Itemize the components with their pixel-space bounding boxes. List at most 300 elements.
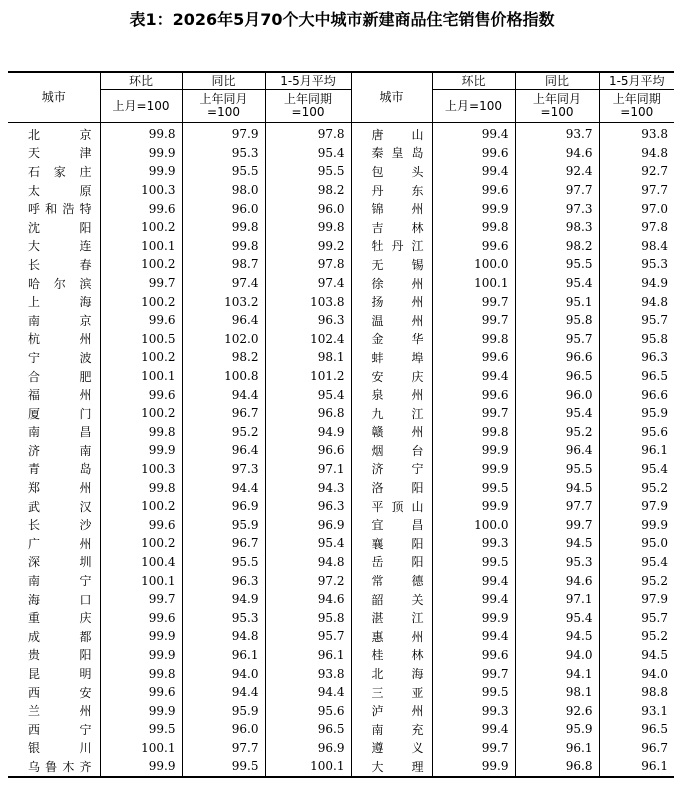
right-mom-cell: 99.7 bbox=[432, 311, 515, 330]
table-row bbox=[8, 367, 674, 386]
table-body bbox=[8, 123, 674, 777]
right-city-cell: 惠州 bbox=[351, 627, 432, 646]
right-city-cell: 扬州 bbox=[351, 292, 432, 311]
left-yoy-cell: 95.3 bbox=[182, 144, 265, 163]
left-avg-cell: 100.1 bbox=[265, 757, 351, 777]
right-avg-cell: 95.7 bbox=[641, 313, 668, 328]
right-yoy-cell: 96.8 bbox=[515, 757, 599, 777]
right-avg-cell: 93.8 bbox=[641, 127, 668, 142]
left-yoy-cell: 94.9 bbox=[182, 590, 265, 609]
right-mom-cell: 99.4 bbox=[432, 590, 515, 609]
left-avg-cell: 94.9 bbox=[265, 423, 351, 442]
left-yoy-cell: 96.7 bbox=[182, 534, 265, 553]
table-row bbox=[8, 757, 674, 777]
left-city-cell: 青岛 bbox=[8, 460, 100, 479]
right-avg-cell: 97.8 bbox=[641, 220, 668, 235]
table-row bbox=[8, 720, 674, 739]
left-city-cell: 深圳 bbox=[8, 553, 100, 572]
left-city-cell: 沈阳 bbox=[8, 218, 100, 237]
right-city-cell: 安庆 bbox=[351, 367, 432, 386]
left-yoy-cell: 95.9 bbox=[182, 515, 265, 534]
right-city-cell: 北海 bbox=[351, 664, 432, 683]
left-city-cell: 西安 bbox=[8, 683, 100, 702]
right-yoy-cell: 97.1 bbox=[515, 590, 599, 609]
left-city-cell: 厦门 bbox=[8, 404, 100, 423]
left-yoy-cell: 94.4 bbox=[182, 683, 265, 702]
right-yoy-cell: 98.3 bbox=[515, 218, 599, 237]
left-yoy-cell: 97.7 bbox=[182, 739, 265, 758]
mom-subheader-right: 上月=100 bbox=[432, 90, 515, 123]
yoy-subheader-left: 上年同月 =100 bbox=[182, 90, 265, 123]
right-mom-cell: 99.3 bbox=[432, 534, 515, 553]
right-avg-cell: 98.8 bbox=[641, 685, 668, 700]
right-city-cell: 济宁 bbox=[351, 460, 432, 479]
left-mom-cell: 99.6 bbox=[100, 683, 182, 702]
right-avg-cell: 95.6 bbox=[641, 424, 668, 439]
right-avg-cell: 94.9 bbox=[641, 276, 668, 291]
left-city-cell: 重庆 bbox=[8, 608, 100, 627]
right-mom-cell: 99.9 bbox=[432, 199, 515, 218]
left-mom-cell: 100.3 bbox=[100, 460, 182, 479]
left-yoy-cell: 96.4 bbox=[182, 311, 265, 330]
right-yoy-cell: 95.2 bbox=[515, 423, 599, 442]
right-yoy-cell: 99.7 bbox=[515, 515, 599, 534]
right-avg-cell: 95.2 bbox=[641, 480, 668, 495]
right-yoy-cell: 94.1 bbox=[515, 664, 599, 683]
right-mom-cell: 99.7 bbox=[432, 664, 515, 683]
left-avg-cell: 95.4 bbox=[265, 534, 351, 553]
avg-subheader-right: 上年同期 =100 bbox=[612, 92, 661, 119]
left-city-cell: 石家庄 bbox=[8, 162, 100, 181]
left-avg-cell: 98.2 bbox=[265, 181, 351, 200]
right-city-cell: 宜昌 bbox=[351, 515, 432, 534]
left-yoy-cell: 95.5 bbox=[182, 553, 265, 572]
right-yoy-cell: 94.5 bbox=[515, 627, 599, 646]
avg-subheader-left: 上年同期 =100 bbox=[265, 90, 351, 123]
right-city-cell: 徐州 bbox=[351, 274, 432, 293]
right-avg-cell: 96.5 bbox=[641, 722, 668, 737]
table-row bbox=[8, 385, 674, 404]
right-mom-cell: 99.5 bbox=[432, 478, 515, 497]
right-yoy-cell: 96.5 bbox=[515, 367, 599, 386]
right-mom-cell: 99.7 bbox=[432, 292, 515, 311]
right-yoy-cell: 96.1 bbox=[515, 739, 599, 758]
left-mom-cell: 100.2 bbox=[100, 218, 182, 237]
table-title: 表1：2026年5月70个大中城市新建商品住宅销售价格指数 bbox=[129, 10, 555, 29]
left-city-cell: 太原 bbox=[8, 181, 100, 200]
avg-header-left: 1-5月平均 bbox=[265, 72, 351, 90]
left-mom-cell: 99.9 bbox=[100, 757, 182, 777]
left-mom-cell: 100.2 bbox=[100, 534, 182, 553]
left-city-cell: 兰州 bbox=[8, 701, 100, 720]
right-city-cell: 九江 bbox=[351, 404, 432, 423]
left-mom-cell: 100.2 bbox=[100, 497, 182, 516]
table-row bbox=[8, 646, 674, 665]
left-yoy-cell: 97.9 bbox=[182, 123, 265, 144]
right-avg-cell: 96.5 bbox=[641, 369, 668, 384]
left-city-cell: 西宁 bbox=[8, 720, 100, 739]
left-avg-cell: 94.8 bbox=[265, 553, 351, 572]
right-city-cell: 湛江 bbox=[351, 608, 432, 627]
left-city-cell: 海口 bbox=[8, 590, 100, 609]
left-city-cell: 南宁 bbox=[8, 571, 100, 590]
left-avg-cell: 97.8 bbox=[265, 255, 351, 274]
left-city-cell: 昆明 bbox=[8, 664, 100, 683]
left-mom-cell: 99.9 bbox=[100, 701, 182, 720]
right-mom-cell: 99.8 bbox=[432, 218, 515, 237]
left-city-cell: 宁波 bbox=[8, 348, 100, 367]
left-mom-cell: 99.9 bbox=[100, 627, 182, 646]
right-yoy-cell: 95.5 bbox=[515, 255, 599, 274]
right-city-cell: 吉林 bbox=[351, 218, 432, 237]
left-city-cell: 广州 bbox=[8, 534, 100, 553]
left-yoy-cell: 98.7 bbox=[182, 255, 265, 274]
city-header-right: 城市 bbox=[351, 72, 432, 123]
left-yoy-cell: 94.0 bbox=[182, 664, 265, 683]
right-avg-cell: 95.0 bbox=[641, 536, 668, 551]
right-avg-cell: 96.7 bbox=[641, 740, 668, 755]
city-header-left: 城市 bbox=[8, 72, 100, 123]
right-city-cell: 丹东 bbox=[351, 181, 432, 200]
right-city-cell: 温州 bbox=[351, 311, 432, 330]
left-city-cell: 天津 bbox=[8, 144, 100, 163]
mom-header-right: 环比 bbox=[432, 72, 515, 90]
left-mom-cell: 99.8 bbox=[100, 423, 182, 442]
left-avg-cell: 101.2 bbox=[265, 367, 351, 386]
right-yoy-cell: 97.7 bbox=[515, 181, 599, 200]
right-yoy-cell: 95.9 bbox=[515, 720, 599, 739]
left-city-cell: 乌鲁木齐 bbox=[8, 757, 100, 777]
right-yoy-cell: 96.0 bbox=[515, 385, 599, 404]
left-mom-cell: 100.2 bbox=[100, 348, 182, 367]
left-yoy-cell: 100.8 bbox=[182, 367, 265, 386]
right-mom-cell: 99.6 bbox=[432, 646, 515, 665]
right-yoy-cell: 94.6 bbox=[515, 144, 599, 163]
table-row bbox=[8, 330, 674, 349]
left-mom-cell: 100.3 bbox=[100, 181, 182, 200]
right-city-cell: 唐山 bbox=[351, 123, 432, 144]
left-yoy-cell: 95.9 bbox=[182, 701, 265, 720]
right-yoy-cell: 92.6 bbox=[515, 701, 599, 720]
right-city-cell: 岳阳 bbox=[351, 553, 432, 572]
right-mom-cell: 100.0 bbox=[432, 255, 515, 274]
table-row bbox=[8, 683, 674, 702]
right-city-cell: 常德 bbox=[351, 571, 432, 590]
left-mom-cell: 99.6 bbox=[100, 199, 182, 218]
right-mom-cell: 99.6 bbox=[432, 348, 515, 367]
right-city-cell: 蚌埠 bbox=[351, 348, 432, 367]
left-yoy-cell: 98.2 bbox=[182, 348, 265, 367]
table-row bbox=[8, 123, 674, 144]
left-yoy-cell: 98.0 bbox=[182, 181, 265, 200]
left-avg-cell: 94.4 bbox=[265, 683, 351, 702]
table-row bbox=[8, 739, 674, 758]
left-mom-cell: 100.1 bbox=[100, 739, 182, 758]
right-mom-cell: 99.7 bbox=[432, 404, 515, 423]
left-yoy-cell: 97.3 bbox=[182, 460, 265, 479]
right-avg-cell: 97.9 bbox=[641, 592, 668, 607]
left-yoy-cell: 96.7 bbox=[182, 404, 265, 423]
table-row bbox=[8, 441, 674, 460]
right-yoy-cell: 95.7 bbox=[515, 330, 599, 349]
right-mom-cell: 100.1 bbox=[432, 274, 515, 293]
right-city-cell: 金华 bbox=[351, 330, 432, 349]
yoy-subheader-right: 上年同月 =100 bbox=[515, 90, 599, 123]
right-avg-cell: 94.5 bbox=[641, 647, 668, 662]
right-city-cell: 泉州 bbox=[351, 385, 432, 404]
left-avg-cell: 96.0 bbox=[265, 199, 351, 218]
table-row bbox=[8, 162, 674, 181]
right-mom-cell: 99.3 bbox=[432, 701, 515, 720]
left-mom-cell: 99.7 bbox=[100, 274, 182, 293]
left-yoy-cell: 99.8 bbox=[182, 237, 265, 256]
left-avg-cell: 97.1 bbox=[265, 460, 351, 479]
table-row bbox=[8, 404, 674, 423]
right-mom-cell: 99.4 bbox=[432, 162, 515, 181]
right-city-cell: 包头 bbox=[351, 162, 432, 181]
table-row bbox=[8, 255, 674, 274]
right-mom-cell: 99.6 bbox=[432, 385, 515, 404]
table-row bbox=[8, 478, 674, 497]
right-city-cell: 大理 bbox=[351, 757, 432, 777]
left-avg-cell: 95.8 bbox=[265, 608, 351, 627]
right-avg-cell: 95.2 bbox=[641, 629, 668, 644]
left-city-cell: 杭州 bbox=[8, 330, 100, 349]
left-mom-cell: 99.6 bbox=[100, 385, 182, 404]
left-avg-cell: 95.7 bbox=[265, 627, 351, 646]
mom-header-left: 环比 bbox=[100, 72, 182, 90]
left-mom-cell: 100.2 bbox=[100, 404, 182, 423]
left-avg-cell: 97.4 bbox=[265, 274, 351, 293]
left-city-cell: 上海 bbox=[8, 292, 100, 311]
table-row bbox=[8, 311, 674, 330]
left-mom-cell: 100.4 bbox=[100, 553, 182, 572]
left-mom-cell: 100.2 bbox=[100, 255, 182, 274]
left-yoy-cell: 103.2 bbox=[182, 292, 265, 311]
right-yoy-cell: 94.0 bbox=[515, 646, 599, 665]
right-avg-cell: 95.8 bbox=[641, 331, 668, 346]
left-city-cell: 武汉 bbox=[8, 497, 100, 516]
left-mom-cell: 99.9 bbox=[100, 162, 182, 181]
price-index-table bbox=[8, 71, 674, 778]
left-yoy-cell: 95.2 bbox=[182, 423, 265, 442]
table-row bbox=[8, 664, 674, 683]
right-mom-cell: 99.6 bbox=[432, 144, 515, 163]
left-mom-cell: 99.9 bbox=[100, 441, 182, 460]
right-mom-cell: 99.7 bbox=[432, 739, 515, 758]
left-city-cell: 哈尔滨 bbox=[8, 274, 100, 293]
avg-header-right: 1-5月平均 bbox=[599, 72, 674, 90]
right-yoy-cell: 94.6 bbox=[515, 571, 599, 590]
right-avg-cell: 96.1 bbox=[599, 757, 674, 777]
right-yoy-cell: 94.5 bbox=[515, 478, 599, 497]
left-mom-cell: 100.1 bbox=[100, 571, 182, 590]
left-mom-cell: 99.8 bbox=[100, 478, 182, 497]
right-avg-cell: 95.4 bbox=[641, 554, 668, 569]
left-yoy-cell: 99.5 bbox=[182, 757, 265, 777]
right-avg-cell: 94.8 bbox=[641, 294, 668, 309]
left-city-cell: 郑州 bbox=[8, 478, 100, 497]
left-mom-cell: 99.8 bbox=[100, 123, 182, 144]
table-row bbox=[8, 701, 674, 720]
right-mom-cell: 99.8 bbox=[432, 330, 515, 349]
left-city-cell: 贵阳 bbox=[8, 646, 100, 665]
left-avg-cell: 96.6 bbox=[265, 441, 351, 460]
right-city-cell: 泸州 bbox=[351, 701, 432, 720]
right-mom-cell: 99.9 bbox=[432, 460, 515, 479]
left-avg-cell: 96.9 bbox=[265, 739, 351, 758]
left-city-cell: 银川 bbox=[8, 739, 100, 758]
right-mom-cell: 99.4 bbox=[432, 367, 515, 386]
mom-subheader-left: 上月=100 bbox=[100, 90, 182, 123]
left-avg-cell: 96.3 bbox=[265, 311, 351, 330]
right-city-cell: 秦皇岛 bbox=[351, 144, 432, 163]
left-avg-cell: 97.2 bbox=[265, 571, 351, 590]
table-row bbox=[8, 627, 674, 646]
left-avg-cell: 95.4 bbox=[265, 144, 351, 163]
right-avg-cell: 95.4 bbox=[641, 461, 668, 476]
right-avg-cell: 92.7 bbox=[641, 164, 668, 179]
table-row bbox=[8, 423, 674, 442]
right-city-cell: 韶关 bbox=[351, 590, 432, 609]
right-avg-cell: 96.6 bbox=[641, 387, 668, 402]
left-mom-cell: 99.8 bbox=[100, 664, 182, 683]
right-avg-cell: 98.4 bbox=[641, 238, 668, 253]
table-row bbox=[8, 571, 674, 590]
right-city-cell: 洛阳 bbox=[351, 478, 432, 497]
left-avg-cell: 96.8 bbox=[265, 404, 351, 423]
table-row bbox=[8, 144, 674, 163]
table-row bbox=[8, 553, 674, 572]
right-mom-cell: 99.9 bbox=[432, 497, 515, 516]
right-mom-cell: 99.9 bbox=[432, 441, 515, 460]
right-city-cell: 桂林 bbox=[351, 646, 432, 665]
table-row bbox=[8, 608, 674, 627]
left-city-cell: 南昌 bbox=[8, 423, 100, 442]
left-avg-cell: 95.5 bbox=[265, 162, 351, 181]
right-mom-cell: 99.6 bbox=[432, 237, 515, 256]
left-avg-cell: 102.4 bbox=[265, 330, 351, 349]
left-avg-cell: 95.6 bbox=[265, 701, 351, 720]
left-avg-cell: 95.4 bbox=[265, 385, 351, 404]
right-yoy-cell: 93.7 bbox=[515, 123, 599, 144]
yoy-header-left: 同比 bbox=[182, 72, 265, 90]
right-city-cell: 赣州 bbox=[351, 423, 432, 442]
table-row bbox=[8, 237, 674, 256]
left-avg-cell: 94.3 bbox=[265, 478, 351, 497]
right-yoy-cell: 96.6 bbox=[515, 348, 599, 367]
left-yoy-cell: 97.4 bbox=[182, 274, 265, 293]
right-avg-cell: 96.3 bbox=[641, 350, 668, 365]
yoy-header-right: 同比 bbox=[515, 72, 599, 90]
right-mom-cell: 100.0 bbox=[432, 515, 515, 534]
right-yoy-cell: 98.2 bbox=[515, 237, 599, 256]
left-avg-cell: 94.6 bbox=[265, 590, 351, 609]
table-row bbox=[8, 218, 674, 237]
left-yoy-cell: 99.8 bbox=[182, 218, 265, 237]
right-mom-cell: 99.4 bbox=[432, 123, 515, 144]
left-mom-cell: 100.5 bbox=[100, 330, 182, 349]
right-yoy-cell: 95.3 bbox=[515, 553, 599, 572]
left-city-cell: 济南 bbox=[8, 441, 100, 460]
left-city-cell: 北京 bbox=[8, 123, 100, 144]
right-mom-cell: 99.4 bbox=[432, 720, 515, 739]
left-city-cell: 合肥 bbox=[8, 367, 100, 386]
right-mom-cell: 99.9 bbox=[432, 757, 515, 777]
table-row bbox=[8, 590, 674, 609]
table-row bbox=[8, 460, 674, 479]
left-mom-cell: 99.6 bbox=[100, 608, 182, 627]
right-yoy-cell: 98.1 bbox=[515, 683, 599, 702]
right-yoy-cell: 96.4 bbox=[515, 441, 599, 460]
left-yoy-cell: 96.0 bbox=[182, 720, 265, 739]
left-mom-cell: 99.7 bbox=[100, 590, 182, 609]
right-avg-cell: 97.7 bbox=[641, 183, 668, 198]
left-mom-cell: 100.1 bbox=[100, 367, 182, 386]
right-avg-cell: 95.7 bbox=[641, 610, 668, 625]
left-city-cell: 成都 bbox=[8, 627, 100, 646]
right-city-cell: 平顶山 bbox=[351, 497, 432, 516]
right-avg-cell: 94.8 bbox=[641, 145, 668, 160]
right-mom-cell: 99.5 bbox=[432, 553, 515, 572]
left-avg-cell: 96.1 bbox=[265, 646, 351, 665]
right-yoy-cell: 97.3 bbox=[515, 199, 599, 218]
right-yoy-cell: 97.7 bbox=[515, 497, 599, 516]
left-yoy-cell: 96.0 bbox=[182, 199, 265, 218]
table-row bbox=[8, 292, 674, 311]
right-mom-cell: 99.8 bbox=[432, 423, 515, 442]
left-mom-cell: 99.6 bbox=[100, 311, 182, 330]
left-city-cell: 长春 bbox=[8, 255, 100, 274]
right-yoy-cell: 95.5 bbox=[515, 460, 599, 479]
left-yoy-cell: 96.3 bbox=[182, 571, 265, 590]
left-yoy-cell: 94.4 bbox=[182, 385, 265, 404]
right-avg-cell: 94.0 bbox=[641, 666, 668, 681]
left-avg-cell: 99.8 bbox=[265, 218, 351, 237]
left-yoy-cell: 96.4 bbox=[182, 441, 265, 460]
left-mom-cell: 100.2 bbox=[100, 292, 182, 311]
left-mom-cell: 99.6 bbox=[100, 515, 182, 534]
left-avg-cell: 103.8 bbox=[265, 292, 351, 311]
right-city-cell: 南充 bbox=[351, 720, 432, 739]
right-yoy-cell: 94.5 bbox=[515, 534, 599, 553]
left-yoy-cell: 94.4 bbox=[182, 478, 265, 497]
left-avg-cell: 96.5 bbox=[265, 720, 351, 739]
right-city-cell: 三亚 bbox=[351, 683, 432, 702]
left-mom-cell: 99.5 bbox=[100, 720, 182, 739]
left-yoy-cell: 102.0 bbox=[182, 330, 265, 349]
right-mom-cell: 99.4 bbox=[432, 627, 515, 646]
left-city-cell: 大连 bbox=[8, 237, 100, 256]
right-avg-cell: 95.2 bbox=[641, 573, 668, 588]
table-row bbox=[8, 199, 674, 218]
right-avg-cell: 99.9 bbox=[641, 517, 668, 532]
table-row bbox=[8, 348, 674, 367]
left-city-cell: 呼和浩特 bbox=[8, 199, 100, 218]
table-row bbox=[8, 534, 674, 553]
left-mom-cell: 100.1 bbox=[100, 237, 182, 256]
right-avg-cell: 95.3 bbox=[641, 257, 668, 272]
left-avg-cell: 93.8 bbox=[265, 664, 351, 683]
right-yoy-cell: 95.4 bbox=[515, 608, 599, 627]
right-mom-cell: 99.9 bbox=[432, 608, 515, 627]
left-yoy-cell: 96.9 bbox=[182, 497, 265, 516]
left-avg-cell: 98.1 bbox=[265, 348, 351, 367]
right-yoy-cell: 95.8 bbox=[515, 311, 599, 330]
table-row bbox=[8, 515, 674, 534]
right-city-cell: 烟台 bbox=[351, 441, 432, 460]
left-avg-cell: 96.3 bbox=[265, 497, 351, 516]
